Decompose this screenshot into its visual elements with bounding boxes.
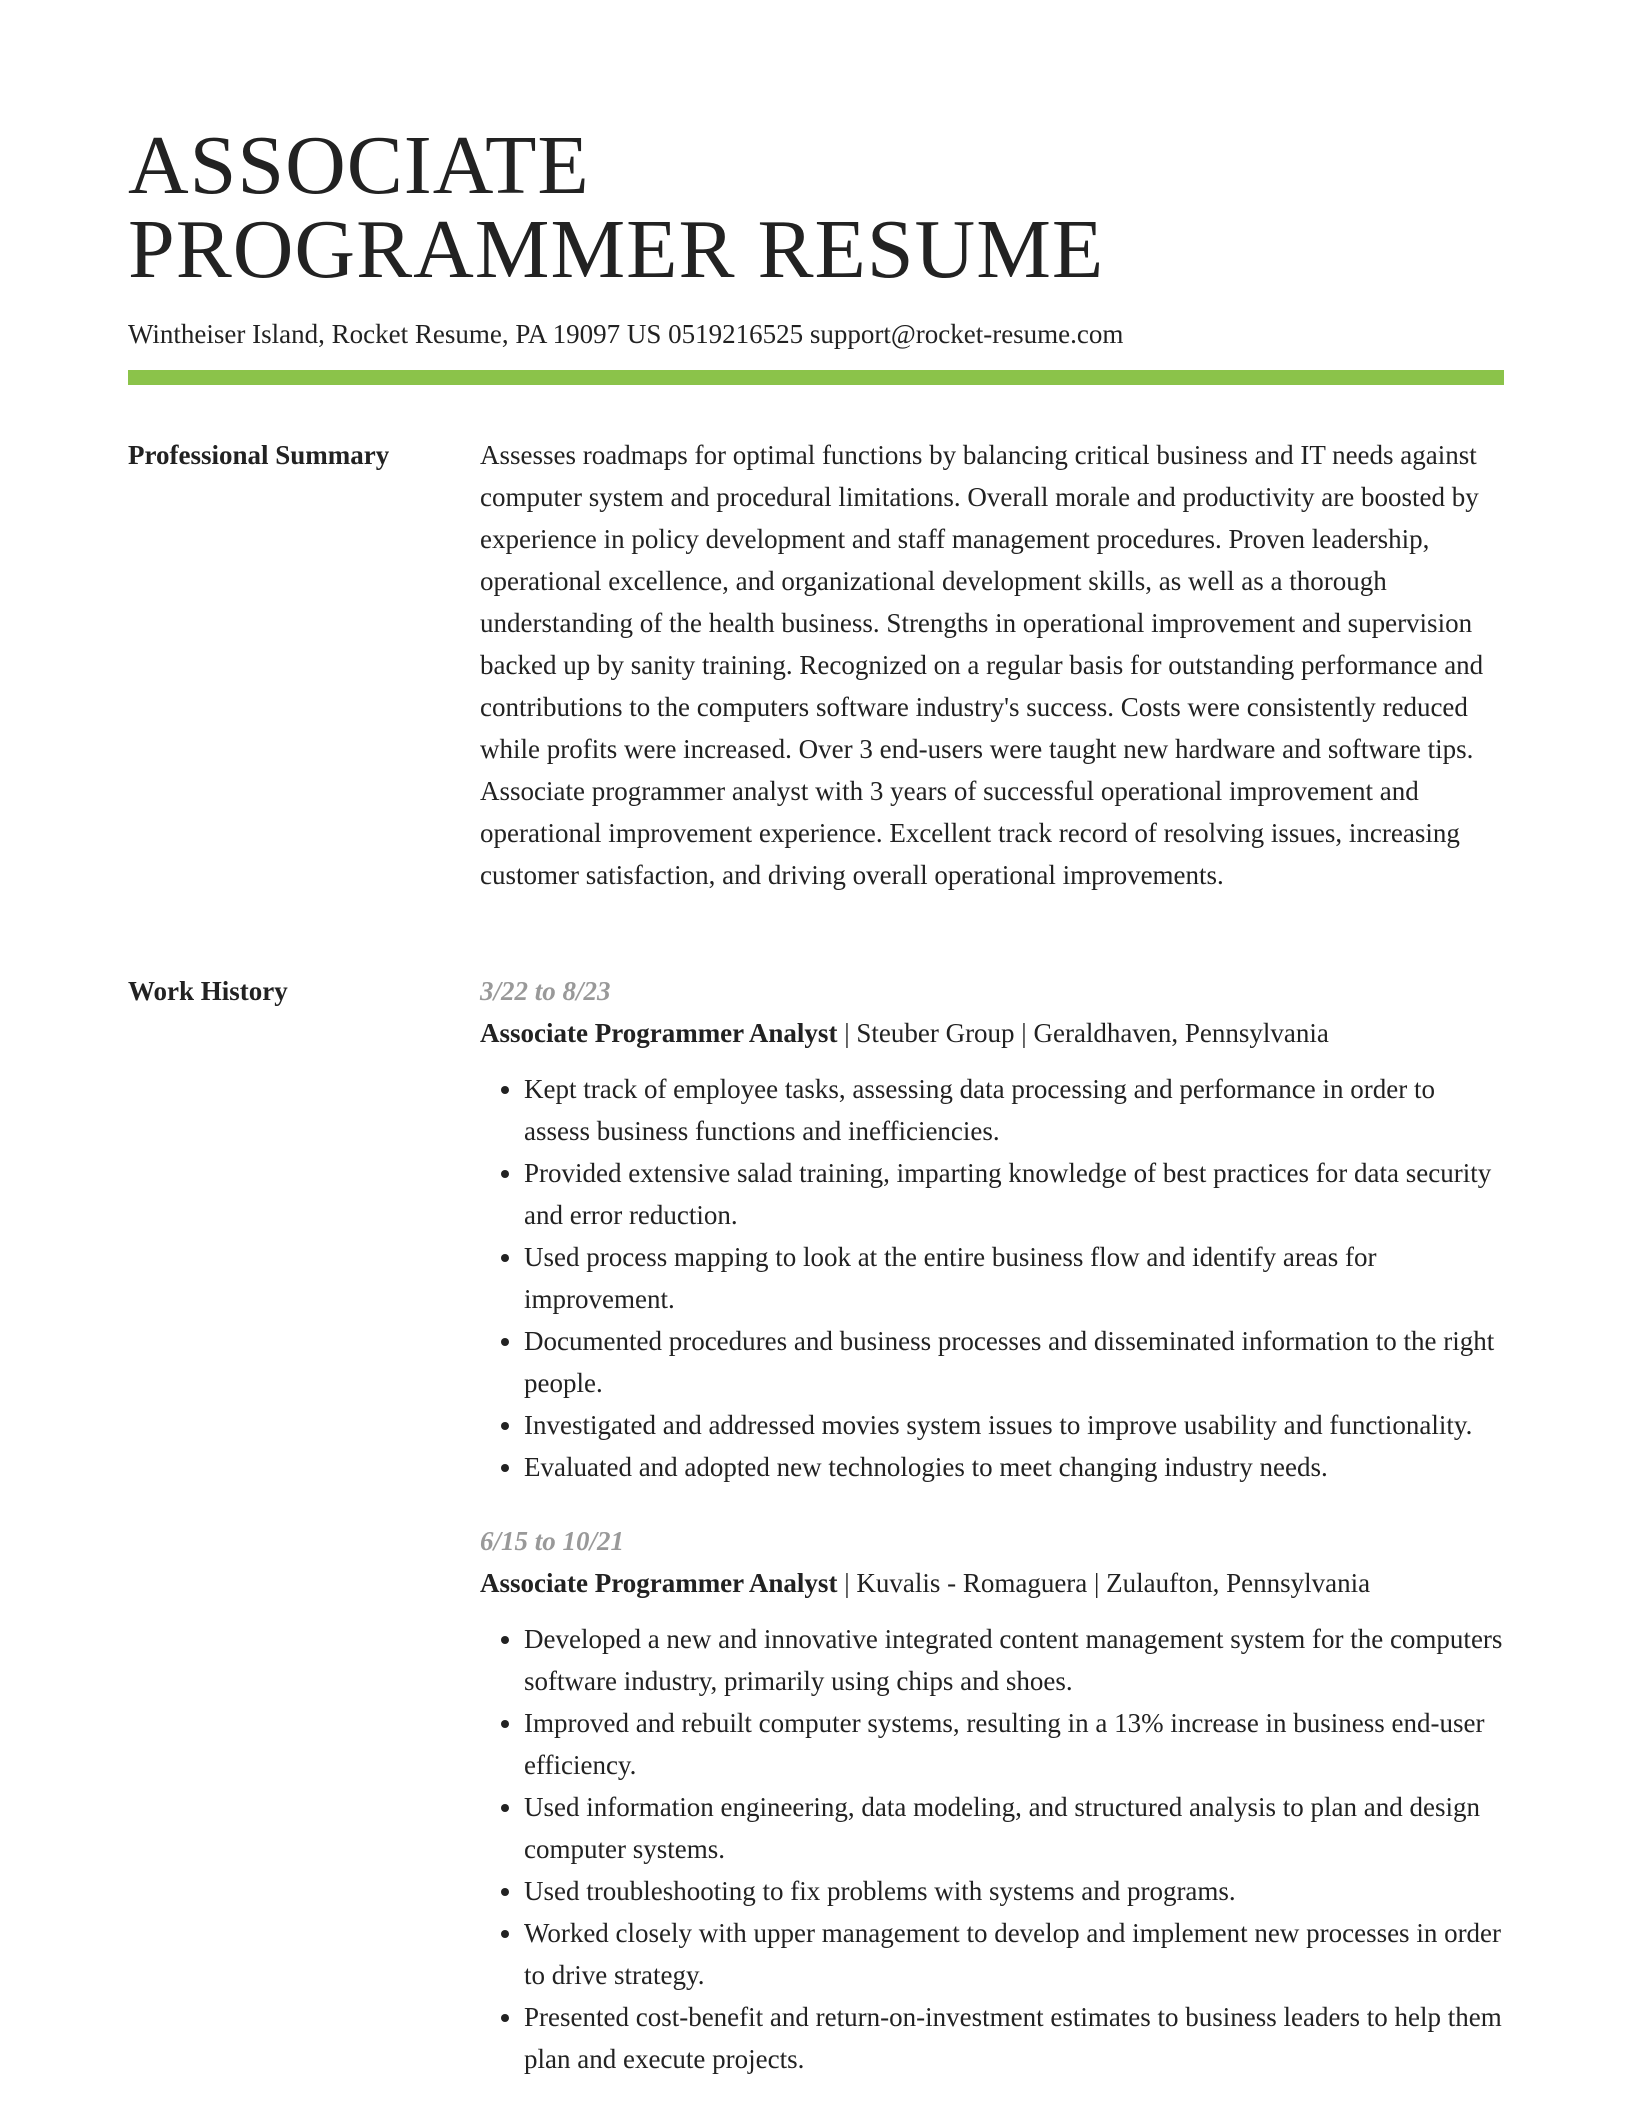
job-dates: 3/22 to 8/23: [480, 976, 611, 1006]
work-history-section: [480, 970, 1504, 2112]
contact-info: Wintheiser Island, Rocket Resume, PA 19097 US 0519216525 support@rocket-resume.com: [128, 319, 1124, 349]
job-dates: 6/15 to 10/21: [480, 1526, 625, 1556]
list-item: • Presented cost-benefit and return-on-investment estimates to business leaders to help them plan and execute projects.: [524, 1996, 1504, 2080]
list-item: • Kept track of employee tasks, assessing data processing and performance in order to assess business functions and inefficiencies.: [524, 1068, 1504, 1152]
job-bullets: [480, 1618, 1504, 2080]
list-item: • Investigated and addressed movies system issues to improve usability and functionality.: [524, 1404, 1504, 1446]
list-item: • Used process mapping to look at the entire business flow and identify areas for improvement.: [524, 1236, 1504, 1320]
job-heading: [480, 1012, 1504, 1054]
summary-section: [480, 434, 1504, 896]
job-bullets: [480, 1068, 1504, 1488]
job-details: | Kuvalis - Romaguera | Zulaufton, Pennsylvania: [837, 1568, 1371, 1598]
accent-divider: [128, 370, 1504, 385]
list-item: • Developed a new and innovative integrated content management system for the computers software industry, primarily using chips and shoes.: [524, 1618, 1504, 1702]
work-history-heading: Work History: [128, 976, 288, 1006]
list-item: • Evaluated and adopted new technologies to meet changing industry needs.: [524, 1446, 1504, 1488]
job-entry: [480, 970, 1504, 1488]
job-title: Associate Programmer Analyst: [480, 1018, 838, 1048]
list-item: • Worked closely with upper management to develop and implement new processes in order to drive strategy.: [524, 1912, 1504, 1996]
list-item: • Documented procedures and business processes and disseminated information to the right people.: [524, 1320, 1504, 1404]
list-item: • Provided extensive salad training, imparting knowledge of best practices for data security and error reduction.: [524, 1152, 1504, 1236]
job-title: Associate Programmer Analyst: [480, 1568, 838, 1598]
list-item: • Improved and rebuilt computer systems, resulting in a 13% increase in business end-user efficiency.: [524, 1702, 1504, 1786]
list-item: • Used troubleshooting to fix problems with systems and programs.: [524, 1870, 1504, 1912]
summary-text: Assesses roadmaps for optimal functions by balancing critical business and IT needs against computer system and procedural limitations. Overall morale and productivity are boosted by experience in policy development and staff management procedures. Proven leadership, operational excellence, and organizational development skills, as well as a thorough understanding of the health business. Strengths in operational improvement and supervision backed up by sanity training. Recognized on a regular basis for outstanding performance and contributions to the computers software industry's success. Costs were consistently reduced while profits were increased. Over 3 end-users were taught new hardware and software tips. Associate programmer analyst with 3 years of successful operational improvement and operational improvement experience. Excellent track record of resolving issues, increasing customer satisfaction, and driving overall operational improvements.: [480, 440, 1484, 890]
job-heading: [480, 1562, 1504, 1604]
summary-heading: Professional Summary: [128, 440, 390, 470]
job-entry: [480, 1520, 1504, 2080]
title-line-1: ASSOCIATE: [128, 119, 590, 212]
list-item: • Used information engineering, data modeling, and structured analysis to plan and design computer systems.: [524, 1786, 1504, 1870]
resume-title: [128, 119, 1105, 296]
title-line-2: PROGRAMMER RESUME: [128, 203, 1105, 296]
job-details: | Steuber Group | Geraldhaven, Pennsylvania: [837, 1018, 1329, 1048]
